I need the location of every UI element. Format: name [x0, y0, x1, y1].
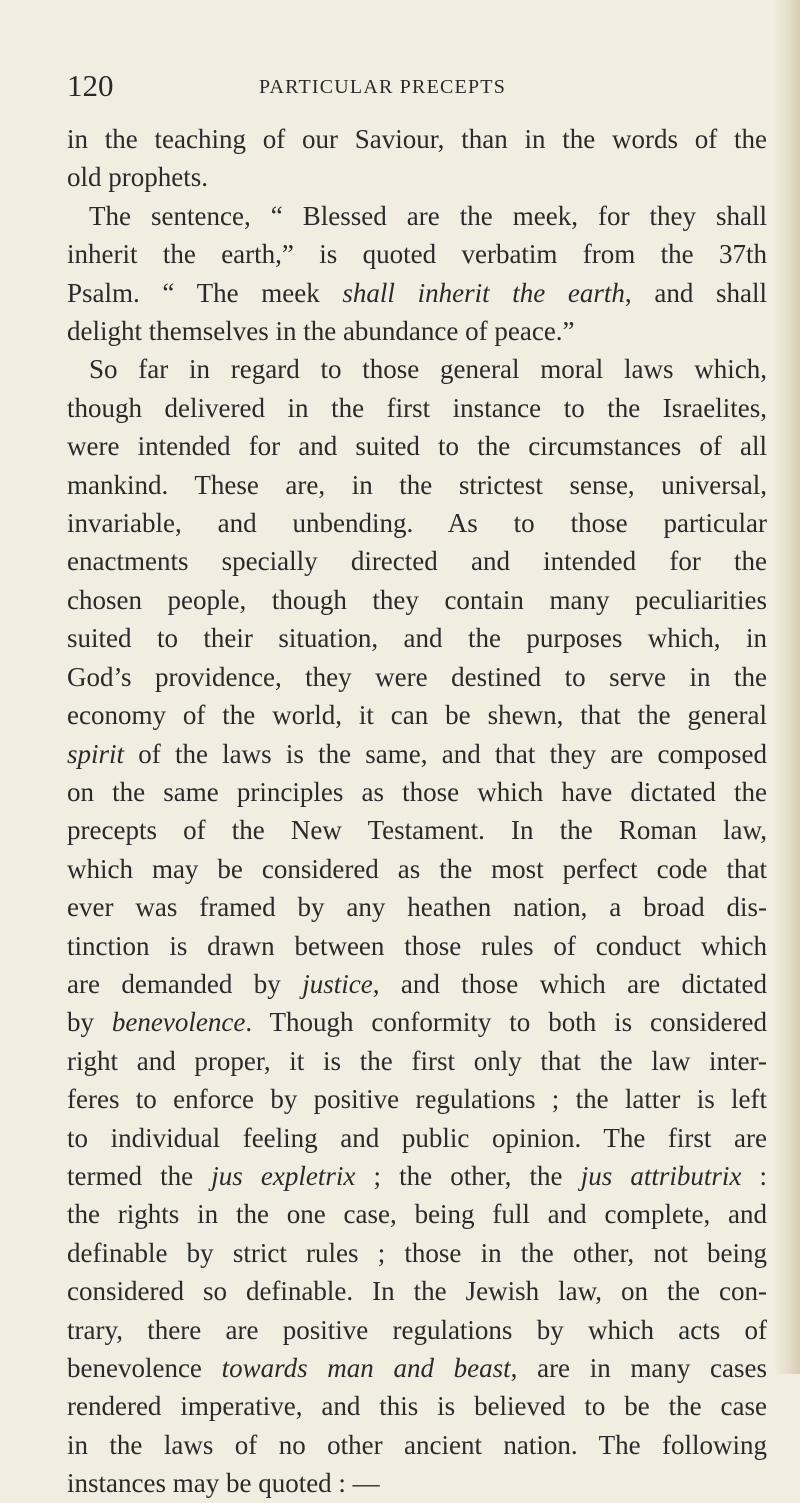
- text-segment: delight themselves in the abundance of peace.”: [67, 316, 575, 347]
- text-segment: benevolence: [67, 1353, 222, 1383]
- text-line: [67, 1311, 767, 1349]
- text-segment: right and proper, it is the first only that the law inter-: [67, 1045, 767, 1076]
- text-line: [67, 850, 767, 888]
- text-segment: the rights in the one case, being full and complete, and: [67, 1199, 767, 1230]
- text-segment: were intended for and suited to the circumstances of all: [67, 431, 767, 462]
- book-page: [67, 68, 767, 1503]
- text-segment: precepts of the New Testament. In the Roman law,: [67, 815, 767, 846]
- text-line: [67, 427, 767, 465]
- text-line: [67, 965, 767, 1003]
- text-line: [67, 1157, 767, 1195]
- text-segment: are demanded by: [67, 968, 303, 999]
- text-segment: , and shall: [624, 277, 768, 308]
- text-line: [67, 696, 767, 734]
- text-line: [67, 581, 767, 619]
- text-segment: God’s providence, they were destined to serve in the: [67, 661, 767, 692]
- text-segment: which may be considered as the most perfect code that: [67, 853, 767, 884]
- text-segment: of the laws is the same, and that they are composed: [124, 738, 767, 769]
- page-edge-shadow: [774, 0, 800, 1374]
- text-line: [67, 350, 767, 388]
- text-segment: in the teaching of our Saviour, than in the words of the: [67, 124, 767, 154]
- text-line: [67, 158, 767, 196]
- text-segment: enactments specially directed and intended for the: [67, 546, 767, 577]
- text-line: [67, 619, 767, 657]
- text-line: [67, 1272, 767, 1310]
- text-line: [67, 1234, 767, 1272]
- italic-text: spirit: [67, 738, 125, 769]
- text-segment: to individual feeling and public opinion. The first are: [67, 1122, 767, 1153]
- text-line: [67, 888, 767, 926]
- text-segment: feres to enforce by positive regulations ; the latter is left: [67, 1084, 767, 1115]
- italic-text: jus attributrix: [580, 1160, 742, 1191]
- text-line: [67, 312, 767, 350]
- text-segment: ; the other, the: [355, 1160, 581, 1191]
- text-line: [67, 1426, 767, 1464]
- italic-text: shall inherit the earth: [342, 277, 625, 308]
- text-line: [67, 274, 767, 312]
- text-segment: rendered imperative, and this is believed to be the case: [67, 1391, 767, 1422]
- italic-text: jus expletrix: [211, 1160, 356, 1191]
- text-segment: trary, there are positive regulations by which acts of: [67, 1314, 767, 1345]
- text-segment: . Though conformity to both is considered: [245, 1007, 767, 1038]
- text-segment: economy of the world, it can be shewn, that the general: [67, 700, 767, 731]
- text-segment: old prophets.: [67, 162, 208, 193]
- text-line: [67, 235, 767, 273]
- text-line: [67, 1387, 767, 1425]
- text-segment: though delivered in the first instance to the Israelites,: [67, 392, 767, 423]
- text-segment: mankind. These are, in the strictest sense, universal,: [67, 469, 767, 500]
- page-number: 120: [67, 68, 114, 103]
- page-header: [67, 68, 767, 108]
- text-segment: termed the: [67, 1160, 212, 1191]
- text-line: [67, 735, 767, 773]
- text-segment: tinction is drawn between those rules of conduct which: [67, 930, 767, 961]
- text-line: [67, 504, 767, 542]
- text-segment: chosen people, though they contain many peculiarities: [67, 584, 767, 615]
- italic-text: towards man and beast: [221, 1353, 511, 1383]
- text-line: [67, 466, 767, 504]
- text-segment: So far in regard to those general moral laws which,: [89, 354, 767, 385]
- italic-text: benevolence: [111, 1007, 246, 1038]
- text-segment: on the same principles as those which have dictated the: [67, 776, 767, 807]
- text-line: [67, 658, 767, 696]
- text-segment: suited to their situation, and the purposes which, in: [67, 623, 767, 654]
- text-segment: ever was framed by any heathen nation, a broad dis-: [67, 892, 767, 923]
- text-line: [67, 1080, 767, 1118]
- text-segment: considered so definable. In the Jewish law, on the con-: [67, 1276, 767, 1307]
- text-segment: invariable, and unbending. As to those particular: [67, 508, 767, 539]
- text-line: [67, 197, 767, 235]
- text-line: [67, 120, 767, 158]
- text-line: [67, 1042, 767, 1080]
- running-head: PARTICULAR PRECEPTS: [259, 76, 507, 98]
- text-line: [67, 542, 767, 580]
- text-line: [67, 1349, 767, 1387]
- text-line: [67, 773, 767, 811]
- text-segment: , are in many cases: [510, 1353, 768, 1383]
- text-segment: Psalm. “ The meek: [67, 277, 343, 308]
- text-segment: :: [741, 1160, 768, 1191]
- text-segment: The sentence, “ Blessed are the meek, for they shall: [89, 200, 767, 231]
- text-line: [67, 1119, 767, 1157]
- text-line: [67, 1464, 767, 1502]
- text-segment: by: [67, 1007, 112, 1038]
- text-line: [67, 927, 767, 965]
- text-line: [67, 1195, 767, 1233]
- text-line: [67, 811, 767, 849]
- text-line: [67, 389, 767, 427]
- italic-text: justice: [302, 968, 373, 999]
- body-text: [67, 120, 767, 1503]
- text-segment: inherit the earth,” is quoted verbatim from the 37th: [67, 239, 767, 270]
- text-line: [67, 1003, 767, 1041]
- text-segment: , and those which are dictated: [372, 968, 767, 999]
- text-segment: in the laws of no other ancient nation. The following: [67, 1429, 767, 1460]
- text-segment: instances may be quoted : —: [67, 1468, 380, 1499]
- text-segment: definable by strict rules ; those in the other, not being: [67, 1237, 767, 1268]
